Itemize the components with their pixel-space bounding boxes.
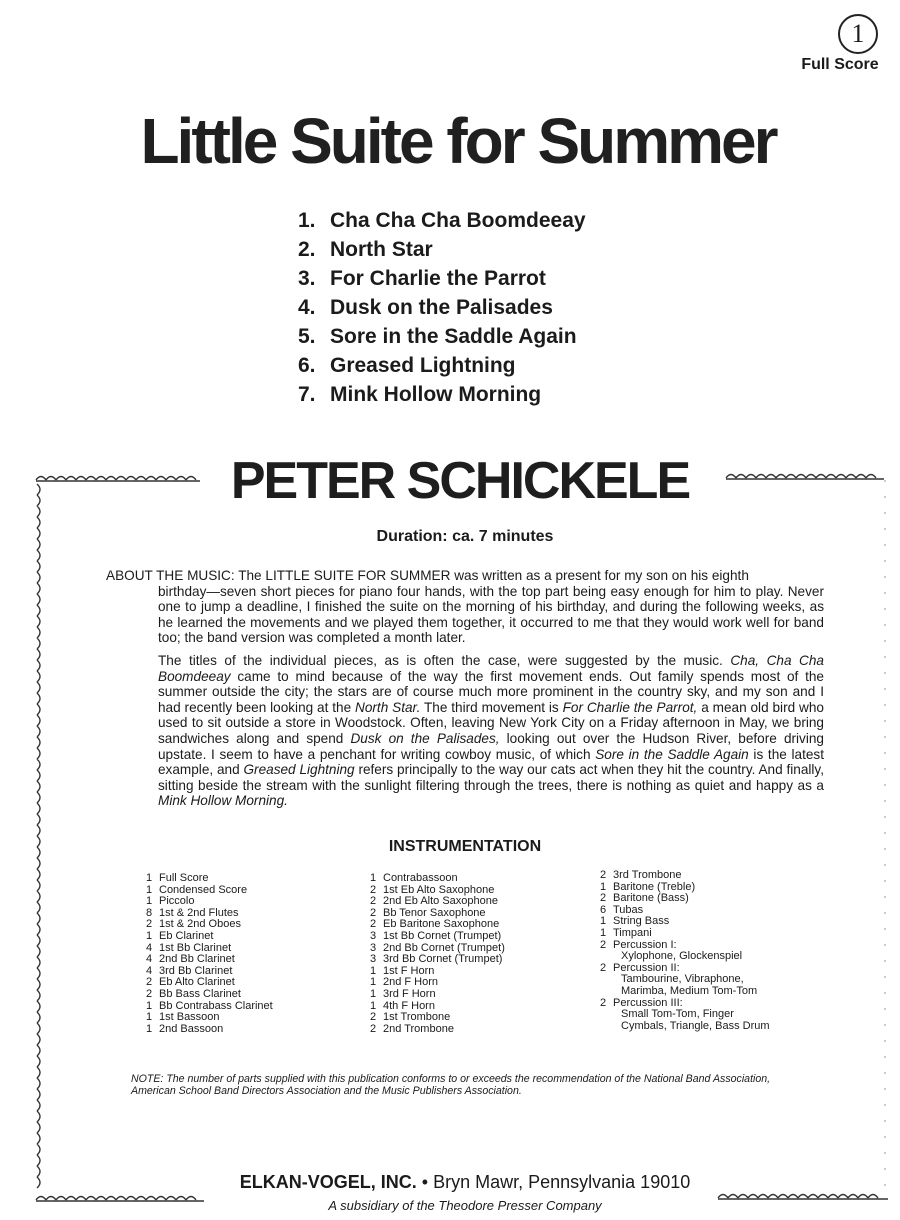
border-left bbox=[37, 484, 40, 1188]
instrument-name: 3rd Bb Cornet (Trumpet) bbox=[383, 953, 503, 966]
publisher-line bbox=[0, 1172, 900, 1193]
instrument-quantity: 6 bbox=[600, 903, 607, 916]
movement-name: Dusk on the Palisades bbox=[330, 296, 553, 319]
instrument-quantity: 2 bbox=[370, 918, 377, 931]
movement-item bbox=[298, 380, 586, 409]
instrument-name: Bb Contrabass Clarinet bbox=[159, 999, 273, 1012]
page-number-text: 1 bbox=[851, 19, 865, 48]
movement-item bbox=[298, 351, 586, 380]
movement-item bbox=[298, 293, 586, 322]
paragraph-text: refers principally to the way our cats act when they hit the country. And finally, sitting beside the stream with the sunlight filtering through the trees, there is nothing as quiet and happy as a bbox=[158, 762, 824, 793]
page-number bbox=[838, 14, 878, 54]
parts-note: NOTE: The number of parts supplied with this publication conforms to or exceeds the recommendation of the National Band Association, American School Band Directors Association and the Music Publishers Association. bbox=[131, 1073, 771, 1098]
movement-number: 3. bbox=[298, 267, 316, 290]
instrument-name: 1st Eb Alto Saxophone bbox=[383, 883, 495, 896]
instrument-quantity: 1 bbox=[370, 872, 377, 884]
instrument-quantity: 2 bbox=[146, 976, 153, 989]
movement-number: 6. bbox=[298, 354, 316, 377]
border-top-right bbox=[726, 475, 884, 480]
paragraph-text: The titles of the individual pieces, as is often the case, were suggested by the music. bbox=[158, 653, 731, 668]
movement-item bbox=[298, 235, 586, 264]
movement-list bbox=[298, 206, 586, 409]
movement-name: For Charlie the Parrot bbox=[330, 267, 546, 290]
instrument-name: 2nd Bb Clarinet bbox=[159, 953, 235, 966]
instrument-name: Contrabassoon bbox=[383, 872, 458, 884]
movement-title-reference: Cha, Cha Cha Boomdeeay bbox=[158, 653, 824, 684]
instrument-name: Cymbals, Triangle, Bass Drum bbox=[621, 1019, 770, 1032]
instrument-quantity: 4 bbox=[146, 953, 153, 966]
instrument-quantity: 2 bbox=[370, 906, 377, 919]
instrumentation-heading: INSTRUMENTATION bbox=[388, 838, 542, 855]
instrumentation-column-2 bbox=[370, 873, 505, 1035]
instrument-name: Bb Bass Clarinet bbox=[159, 987, 241, 1000]
border-top-left bbox=[36, 477, 200, 482]
instrument-quantity: 1 bbox=[146, 872, 153, 884]
instrument-name: 3rd Bb Clarinet bbox=[159, 964, 233, 977]
publisher-name: ELKAN-VOGEL, INC. bbox=[239, 1172, 417, 1192]
instrument-quantity: 4 bbox=[146, 964, 153, 977]
movement-item bbox=[298, 264, 586, 293]
movement-name: Mink Hollow Morning bbox=[330, 383, 542, 406]
instrument-item bbox=[146, 1024, 273, 1036]
instrument-name: Tambourine, Vibraphone, bbox=[621, 973, 744, 986]
movement-name: Sore in the Saddle Again bbox=[330, 325, 577, 348]
paragraph-text: a mean old bird who used to sit outside a store in Woodstock. Often, leaving New York City on a Friday afternoon in May, we bring sandwiches along and spend bbox=[158, 699, 824, 746]
instrument-name: 1st Trombone bbox=[383, 1011, 451, 1024]
instrument-name: Xylophone, Glockenspiel bbox=[621, 950, 743, 963]
instrument-quantity: 4 bbox=[146, 941, 153, 954]
movement-name: Cha Cha Cha Boomdeeay bbox=[330, 209, 586, 232]
instrument-quantity: 3 bbox=[370, 929, 377, 942]
instrument-name: 1st & 2nd Oboes bbox=[159, 918, 241, 931]
instrument-name: 2nd Trombone bbox=[383, 1022, 454, 1035]
instrument-quantity: 2 bbox=[146, 918, 153, 931]
instrument-name: 2nd Bb Cornet (Trumpet) bbox=[383, 941, 505, 954]
publisher-separator: • bbox=[421, 1172, 429, 1192]
instrument-name: Eb Clarinet bbox=[159, 929, 214, 942]
instrument-name: 1st & 2nd Flutes bbox=[159, 906, 239, 919]
movement-name: Greased Lightning bbox=[330, 354, 516, 377]
paragraph-text: is the latest example, and bbox=[158, 746, 824, 778]
movement-title-reference: Mink Hollow Morning. bbox=[158, 793, 288, 809]
page-title: Little Suite for Summer bbox=[140, 105, 776, 177]
instrument-quantity: 1 bbox=[146, 1011, 153, 1024]
instrument-name: 3rd F Horn bbox=[383, 987, 436, 1000]
instrument-name: 4th F Horn bbox=[383, 999, 435, 1012]
instrument-name: 2nd Bassoon bbox=[159, 1022, 224, 1035]
instrument-quantity: 2 bbox=[370, 883, 377, 896]
instrument-name: Full Score bbox=[159, 872, 209, 884]
instrument-quantity: 8 bbox=[146, 906, 153, 919]
instrument-quantity: 1 bbox=[146, 883, 153, 896]
movement-number: 4. bbox=[298, 296, 316, 319]
about-paragraph bbox=[106, 568, 824, 646]
movement-number: 5. bbox=[298, 325, 316, 348]
instrument-quantity: 1 bbox=[146, 1022, 153, 1035]
instrument-quantity: 1 bbox=[146, 999, 153, 1012]
instrument-name: 3rd Trombone bbox=[613, 869, 682, 881]
instrument-name: 1st Bassoon bbox=[159, 1011, 220, 1024]
instrument-name: Tubas bbox=[613, 903, 644, 916]
instrument-quantity: 2 bbox=[600, 938, 607, 951]
instrument-quantity: 2 bbox=[370, 1022, 377, 1035]
instrument-quantity: 2 bbox=[370, 1011, 377, 1024]
about-label: ABOUT THE MUSIC: bbox=[106, 568, 235, 583]
paragraph-text: came to mind because of the way the first movement ends. Out family spends most of the summer outside the city; the stars are of course much more prominent in the country sky, and my son and I had recently been looking at the bbox=[158, 668, 824, 715]
instrument-quantity: 2 bbox=[600, 961, 607, 974]
instrument-name: Eb Alto Clarinet bbox=[159, 976, 235, 989]
paragraph-text: looking out over the Hudson River, before driving upstate. I seem to have a penchant for writing cowboy music, of which bbox=[158, 730, 824, 762]
instrument-name: 2nd F Horn bbox=[383, 976, 439, 989]
instrument-item bbox=[370, 1024, 505, 1036]
movement-item bbox=[298, 322, 586, 351]
instrument-quantity: 2 bbox=[600, 869, 607, 881]
instrument-quantity: 1 bbox=[600, 880, 607, 893]
instrument-name: 1st F Horn bbox=[383, 964, 435, 977]
instrument-quantity: 2 bbox=[600, 996, 607, 1009]
instrument-name: Baritone (Treble) bbox=[613, 880, 696, 893]
paragraph-text: The third movement is bbox=[420, 699, 563, 715]
instrument-name: Baritone (Bass) bbox=[613, 892, 689, 905]
movement-title-reference: Dusk on the Palisades, bbox=[350, 730, 500, 746]
instrument-quantity: 1 bbox=[370, 999, 377, 1012]
instrument-name: Percussion II: bbox=[613, 961, 680, 974]
instrument-name: Percussion I: bbox=[613, 938, 677, 951]
instrument-name: String Bass bbox=[613, 915, 670, 928]
movement-number: 2. bbox=[298, 238, 316, 261]
instrument-name: Condensed Score bbox=[159, 883, 248, 896]
instrument-quantity: 2 bbox=[146, 987, 153, 1000]
instrument-quantity: 3 bbox=[370, 953, 377, 966]
movement-title-reference: Sore in the Saddle Again bbox=[595, 746, 749, 762]
instrument-quantity: 3 bbox=[370, 941, 377, 954]
movement-title-reference: For Charlie the Parrot, bbox=[562, 699, 698, 715]
titles-paragraph bbox=[158, 653, 824, 809]
instrument-quantity: 1 bbox=[146, 895, 153, 908]
publisher-subsidiary: A subsidiary of the Theodore Presser Company bbox=[328, 1198, 602, 1213]
instrument-name: 1st Bb Cornet (Trumpet) bbox=[383, 929, 502, 942]
movement-number: 7. bbox=[298, 383, 316, 406]
instrumentation-column-3 bbox=[600, 870, 770, 1032]
score-label: Full Score bbox=[801, 56, 879, 73]
instrument-quantity: 1 bbox=[600, 926, 607, 939]
instrument-quantity: 1 bbox=[370, 987, 377, 1000]
movement-title-reference: North Star. bbox=[355, 699, 421, 715]
movement-name: North Star bbox=[330, 238, 433, 261]
instrument-name: Percussion III: bbox=[613, 996, 683, 1009]
instrument-name: Bb Tenor Saxophone bbox=[383, 906, 486, 919]
instrumentation-column-1 bbox=[146, 873, 273, 1035]
about-body: birthday—seven short pieces for piano four hands, with the top part being easy enough for him to play. Never one to jump a deadline, I finished the suite on the morning of his birthday, and during the following weeks, as he learned the movements and we played them together, it occurred to me that they would work well for band too; the band version was completed a month later. bbox=[158, 583, 824, 646]
instrument-name: 2nd Eb Alto Saxophone bbox=[383, 895, 498, 908]
instrument-quantity: 1 bbox=[370, 964, 377, 977]
composer-name: PETER SCHICKELE bbox=[200, 452, 720, 512]
instrument-name: Marimba, Medium Tom-Tom bbox=[621, 984, 758, 997]
publisher-location: Bryn Mawr, Pennsylvania 19010 bbox=[433, 1172, 691, 1192]
instrument-name: Piccolo bbox=[159, 895, 195, 908]
instrument-quantity: 1 bbox=[146, 929, 153, 942]
instrument-quantity: 1 bbox=[600, 915, 607, 928]
instrument-name: Eb Baritone Saxophone bbox=[383, 918, 500, 931]
instrument-item bbox=[600, 1021, 770, 1033]
movement-number: 1. bbox=[298, 209, 316, 232]
movement-item bbox=[298, 206, 586, 235]
about-first-line: The LITTLE SUITE FOR SUMMER was written as a present for my son on his eighth bbox=[238, 568, 749, 583]
instrument-quantity: 2 bbox=[370, 895, 377, 908]
instrument-quantity: 1 bbox=[370, 976, 377, 989]
instrument-name: Timpani bbox=[613, 926, 652, 939]
instrument-name: 1st Bb Clarinet bbox=[159, 941, 232, 954]
instrument-quantity: 2 bbox=[600, 892, 607, 905]
instrument-name: Small Tom-Tom, Finger bbox=[621, 1008, 734, 1021]
movement-title-reference: Greased Lightning bbox=[243, 762, 355, 778]
duration: Duration: ca. 7 minutes bbox=[376, 528, 554, 545]
